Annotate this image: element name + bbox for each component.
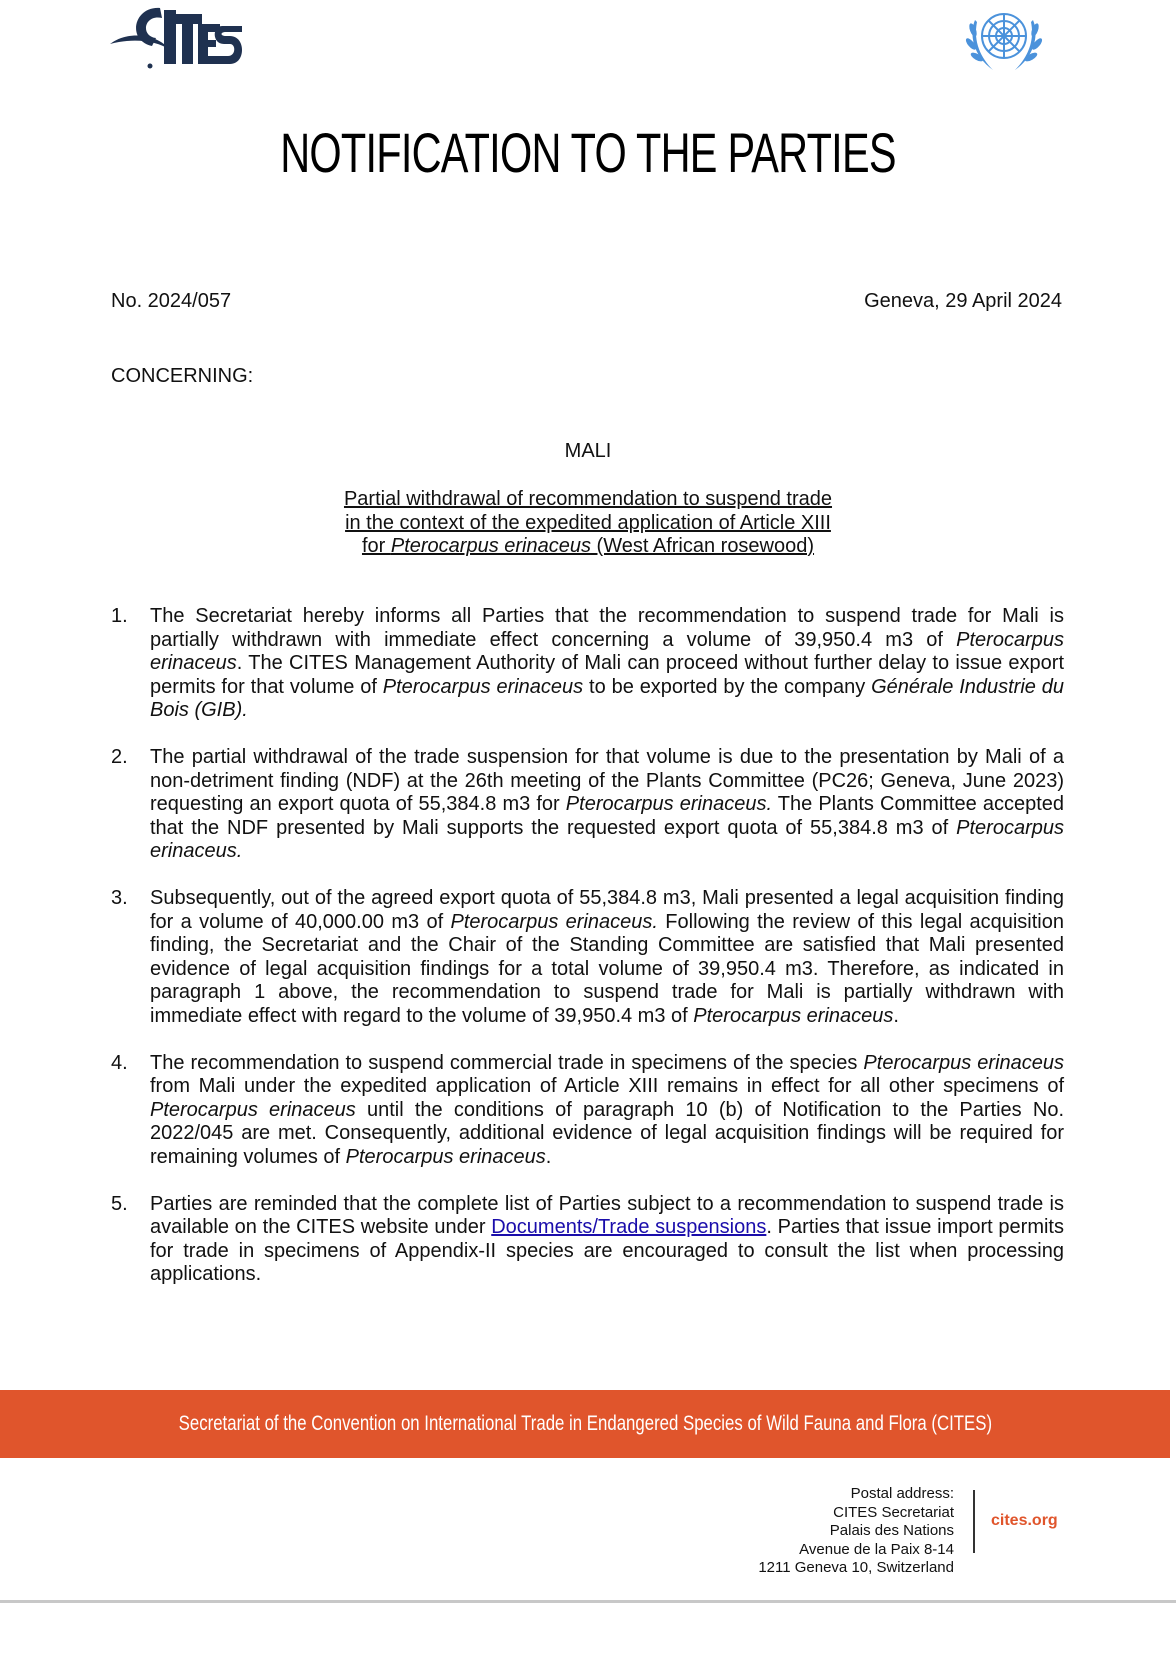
subject-line-2: in the context of the expedited application of Article XIII (345, 511, 831, 534)
address-line: Avenue de la Paix 8-14 (799, 1540, 954, 1558)
footer-banner (0, 1390, 1170, 1458)
paragraph-text: Following the review of this legal acquisition finding, the Secretariat and the Chair of the Standing Committee are satisfied that Mali presented evidence of legal acquisition findings for a total volume of 39,950.4 m3. Therefore, as indicated in paragraph 1 above, the recommendation to suspend trade for Mali is partially withdrawn with immediate effect with regard to the volume of 39,950.4 m3 of (150, 910, 1064, 1027)
species-name: Pterocarpus erinaceus. (150, 816, 1064, 862)
species-name: Pterocarpus erinaceus (345, 1145, 546, 1168)
paragraph-number: 1. (111, 605, 128, 627)
paragraph-text: Parties are reminded that the complete list of Parties subject to a recommendation to suspend trade is available on the CITES website under (150, 1192, 1064, 1238)
postal-address (758, 1485, 954, 1578)
subject-country: MALI (564, 440, 612, 462)
page-title: NOTIFICATION TO THE PARTIES (280, 121, 896, 184)
address-line: 1211 Geneva 10, Switzerland (758, 1559, 954, 1576)
subject-line-3 (0, 535, 1176, 559)
subject-heading (0, 488, 1176, 559)
paragraph-text: Subsequently, out of the agreed export quota of 55,384.8 m3, Mali presented a legal acquisition finding for a volume of 40,000.00 m3 of (150, 887, 1064, 933)
paragraph-text: . (893, 1004, 899, 1027)
paragraph-number: 2. (111, 746, 128, 768)
paragraph-1 (111, 605, 1064, 723)
trade-suspensions-link[interactable]: Documents/Trade suspensions (491, 1216, 767, 1238)
footer-banner-text: Secretariat of the Convention on International Trade in Endangered Species of Wild Fauna and Flora (CITES) (178, 1412, 992, 1435)
paragraph-text: . Parties that issue import permits for trade in specimens of Appendix-II species are encouraged to consult the list when processing applications. (150, 1216, 1064, 1285)
paragraph-text: The Secretariat hereby informs all Parties that the recommendation to suspend trade for Mali is partially withdrawn with immediate effect concerning a volume of 39,950.4 m3 of (150, 605, 1064, 651)
paragraph-3 (111, 887, 1064, 1028)
paragraph-text: The recommendation to suspend commercial trade in specimens of the species (150, 1051, 864, 1074)
species-name: Pterocarpus erinaceus (863, 1051, 1065, 1074)
paragraph-text: until the conditions of paragraph 10 (b) of Notification to the Parties No. 2022/045 are met. Consequently, additional evidence of legal acquisition findings will be required for remaining volumes of (150, 1098, 1064, 1168)
paragraph-text: . (545, 1145, 552, 1168)
species-name: Pterocarpus erinaceus. (450, 910, 658, 933)
address-divider (973, 1490, 975, 1553)
subject-species: Pterocarpus erinaceus (390, 535, 591, 557)
paragraph-number: 4. (111, 1051, 128, 1074)
subject-line-1: Partial withdrawal of recommendation to suspend trade (343, 488, 833, 510)
notification-number: No. 2024/057 (111, 290, 232, 312)
paragraph-text: . The CITES Management Authority of Mali can proceed without further delay to issue export permits for that volume of (150, 652, 1064, 698)
place-date: Geneva, 29 April 2024 (864, 290, 1062, 312)
paragraph-number: 3. (111, 887, 128, 909)
paragraph-text: The Plants Committee accepted that the NDF presented by Mali supports the requested export quota of 55,384.8 m3 of (150, 793, 1064, 839)
paragraph-number: 5. (111, 1192, 128, 1215)
concerning-label: CONCERNING: (111, 365, 254, 387)
subject-line-3-post: (West African rosewood) (590, 535, 815, 557)
subject-line-3-pre: for (361, 535, 391, 557)
paragraph-2 (111, 746, 1064, 864)
paragraph-text: The partial withdrawal of the trade suspension for that volume is due to the presentation by Mali of a non-detriment finding (NDF) at the 26th meeting of the Plants Committee (PC26; Geneva, June 2023) requesting an export quota of 55,384.8 m3 for (150, 746, 1064, 815)
address-line: Palais des Nations (829, 1522, 954, 1539)
paragraph-list (111, 605, 1064, 1310)
species-name: Pterocarpus erinaceus (693, 1004, 894, 1027)
cites-logo (108, 0, 248, 72)
paragraph-5 (111, 1193, 1064, 1287)
un-emblem-icon (953, 0, 1055, 78)
species-name: Pterocarpus erinaceus (382, 675, 584, 698)
company-name: Générale Industrie du Bois (GIB). (150, 675, 1065, 721)
page-bottom-rule (0, 1600, 1176, 1603)
species-name: Pterocarpus erinaceus (150, 1098, 356, 1121)
address-line: CITES Secretariat (833, 1503, 954, 1521)
paragraph-4 (111, 1052, 1064, 1170)
paragraph-text: from Mali under the expedited application of Article XIII remains in effect for all other specimens of (150, 1075, 1064, 1097)
paragraph-text: to be exported by the company (583, 675, 872, 698)
species-name: Pterocarpus erinaceus. (565, 793, 773, 815)
address-line: Postal address: (850, 1485, 954, 1502)
website-link[interactable]: cites.org (991, 1512, 1058, 1529)
species-name: Pterocarpus erinaceus (150, 628, 1064, 674)
